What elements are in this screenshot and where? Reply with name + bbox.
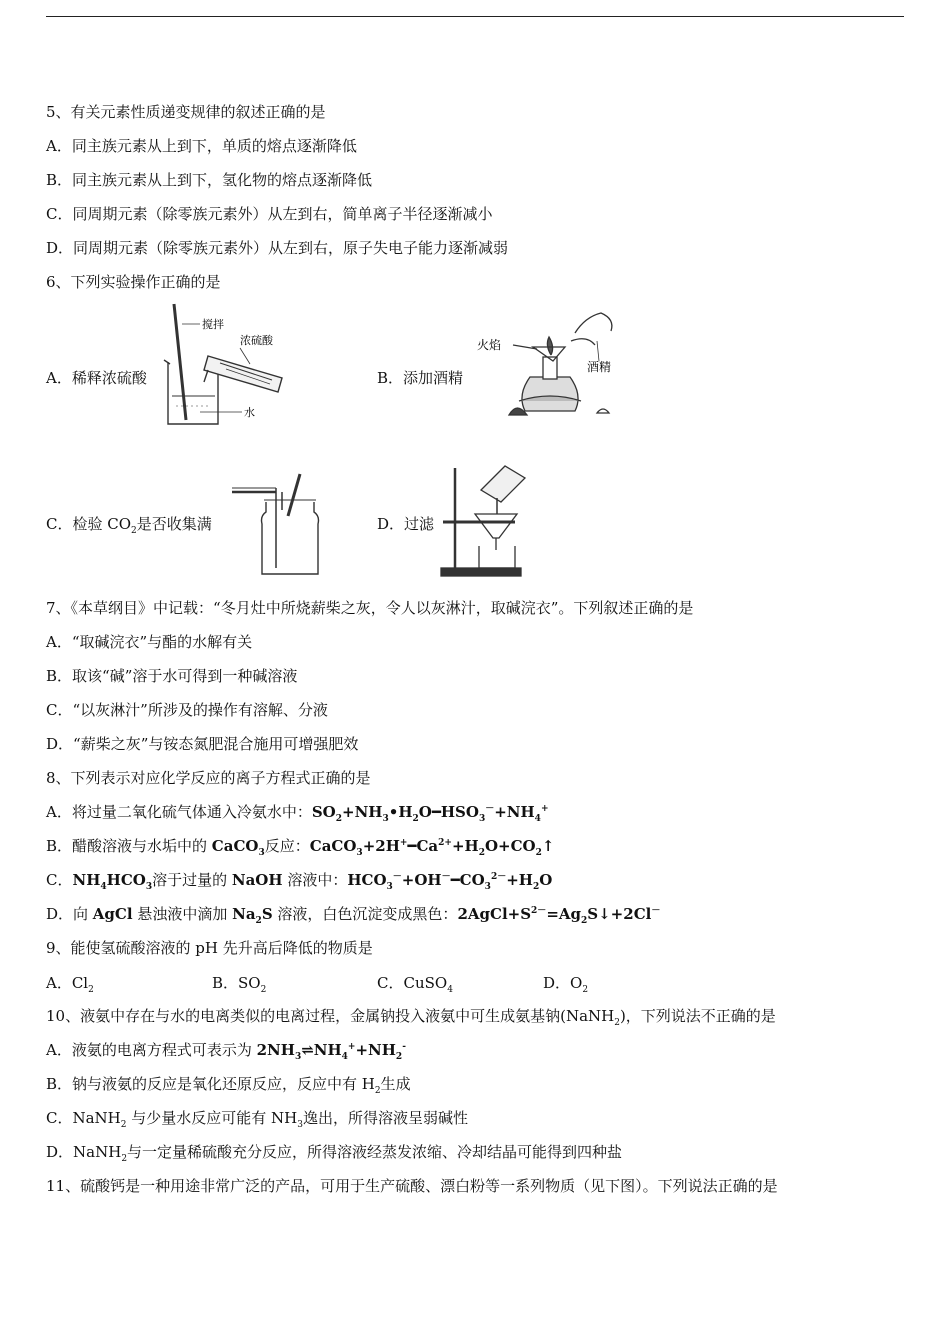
q8-option-a: A．将过量二氧化硫气体通入冷氨水中：$SO_2+NH_3•H_2O━HSO_3^-+NH_4^+$ — [46, 803, 549, 824]
stir-rod-label: 搅拌 — [202, 318, 224, 331]
q5-option-a: A．同主族元素从上到下，单质的熔点逐渐降低 — [46, 137, 357, 155]
q9-stem: 9、能使氢硫酸溶液的 pH 先升高后降低的物质是 — [46, 939, 373, 957]
q9-option-d: D．$O_2$ — [543, 974, 589, 995]
q6-option-a: A．稀释浓硫酸 — [46, 369, 147, 387]
q8-option-d: D．向 AgCl 悬浊液中滴加 $Na_2S$ 溶液，白色沉淀变成黑色：$2AgCl+S^{2-}=Ag_2S↓+2Cl^-$ — [46, 905, 661, 926]
q10-option-a: A．液氨的电离方程式可表示为 $2NH_3\rightleftharpoons NH_4^++NH_2^-$ — [46, 1041, 406, 1062]
filtration-figure — [435, 462, 555, 580]
q9-option-b: B．$SO_2$ — [212, 974, 267, 995]
q9-option-a: A．$Cl_2$ — [46, 974, 94, 995]
q6-option-c: C．检验 $CO_2$是否收集满 — [46, 515, 212, 536]
q6-stem: 6、下列实验操作正确的是 — [46, 273, 221, 291]
flame-label: 火焰 — [477, 338, 502, 352]
q10-option-b: B．钠与液氨的反应是氧化还原反应，反应中有 $H_2$生成 — [46, 1075, 411, 1096]
water-label: 水 — [244, 406, 255, 419]
q6-option-d: D．过滤 — [377, 515, 435, 533]
q10-option-d: D．NaNH$_2$与一定量稀硫酸充分反应，所得溶液经蒸发浓缩、冷却结晶可能得到四种盐 — [46, 1143, 623, 1164]
acid-label: 浓硫酸 — [240, 334, 273, 347]
alcohol-lamp-figure — [475, 305, 635, 425]
q11-stem: 11、硫酸钙是一种用途非常广泛的产品，可用于生产硫酸、漂白粉等一系列物质（见下图）。下列说法正确的是 — [46, 1177, 778, 1195]
q6-option-b: B．添加酒精 — [377, 369, 464, 387]
q5-stem: 5、有关元素性质递变规律的叙述正确的是 — [46, 103, 326, 121]
q7-option-b: B．取该“碱”溶于水可得到一种碱溶液 — [46, 667, 298, 685]
header-rule — [46, 16, 904, 17]
q5-option-c: C．同周期元素（除零族元素外）从左到右，简单离子半径逐渐减小 — [46, 205, 493, 223]
co2-bottle-figure — [230, 470, 330, 580]
q7-option-c: C．“以灰淋汁”所涉及的操作有溶解、分液 — [46, 701, 328, 719]
q7-option-a: A．“取碱浣衣”与酯的水解有关 — [46, 633, 253, 651]
q5-option-d: D．同周期元素（除零族元素外）从左到右，原子失电子能力逐渐减弱 — [46, 239, 509, 257]
q8-option-b: B．醋酸溶液与水垢中的 CaCO$_3$反应：$CaCO_3+2H^+━Ca^{2+}+H_2O+CO_2↑$ — [46, 837, 555, 858]
q5-option-b: B．同主族元素从上到下，氢化物的熔点逐渐降低 — [46, 171, 373, 189]
q8-stem: 8、下列表示对应化学反应的离子方程式正确的是 — [46, 769, 371, 787]
q7-option-d: D．“薪柴之灰”与铵态氮肥混合施用可增强肥效 — [46, 735, 359, 753]
q10-stem: 10、液氨中存在与水的电离类似的电离过程，金属钠投入液氨中可生成氨基钠(NaNH$_2$)，下列说法不正确的是 — [46, 1007, 776, 1028]
q7-stem: 7、《本草纲目》中记载：“冬月灶中所烧薪柴之灰，令人以灰淋汁，取碱浣衣”。下列叙述正确的是 — [46, 599, 694, 617]
q9-option-c: C．CuSO$_4$ — [377, 974, 453, 995]
q10-option-c: C．NaNH$_2$ 与少量水反应可能有 $NH_3$逸出，所得溶液呈弱碱性 — [46, 1109, 468, 1130]
dilute-acid-figure — [160, 300, 300, 430]
q8-option-c: C．$NH_4HCO_3$溶于过量的 NaOH 溶液中：$HCO_3^-+OH^-━CO_3^{2-}+H_2O$ — [46, 871, 553, 892]
alcohol-label: 酒精 — [587, 360, 612, 374]
